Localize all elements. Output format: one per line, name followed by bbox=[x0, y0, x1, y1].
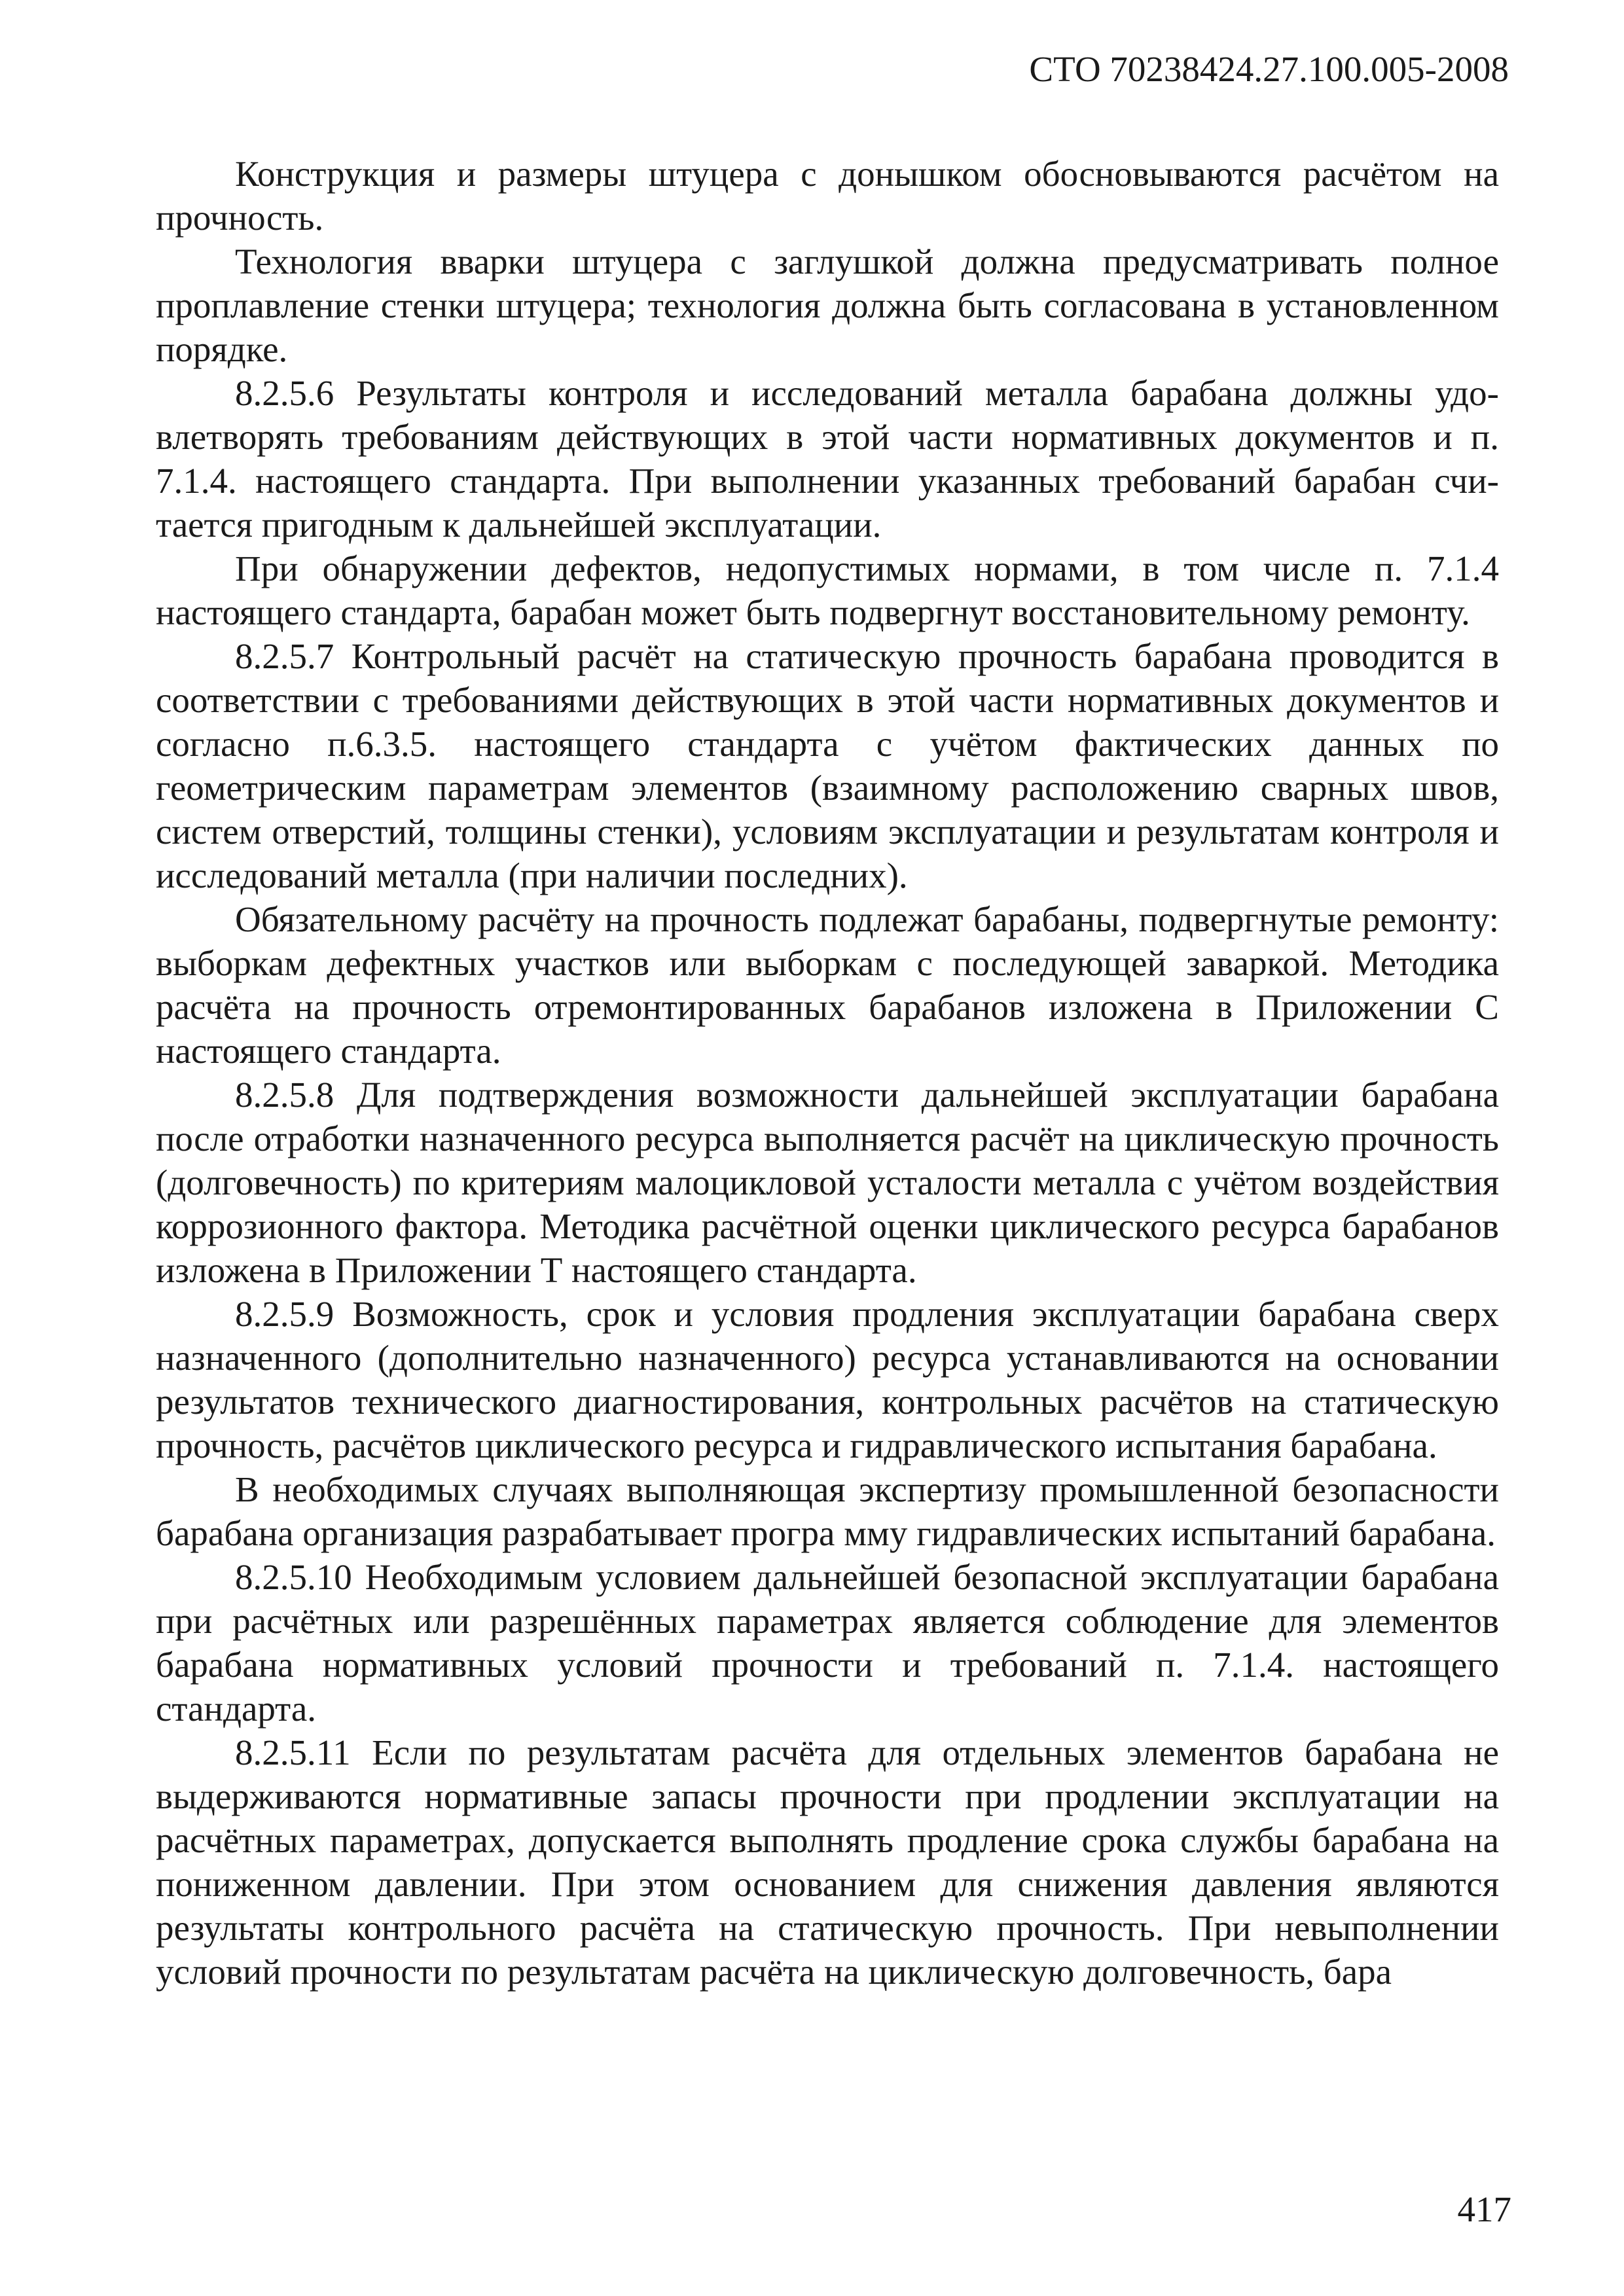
paragraph: 8.2.5.7 Контрольный расчёт на статическую прочность барабана проводится в соответствии с требованиями действующих в этой части нормативных документов и согласно п.6.3.5. настоящего стандарта с учётом фактических данных по геометрическим параметрам элементов (взаимному расположению сварных швов, систем отверстий, толщины стенки), условиям эксплуатации и результатам контроля и исследований металла (при наличии последних). bbox=[156, 636, 1499, 895]
paragraph: 8.2.5.6 Результаты контроля и исследований металла барабана должны удовлетворять требованиям действующих в этой части нормативных документов и п. 7.1.4. настоящего стандарта. При выполнении указанных требований барабан считается пригодным к дальнейшей эксплуатации. bbox=[156, 373, 1499, 545]
page-number: 417 bbox=[1457, 2189, 1511, 2229]
paragraph: В необходимых случаях выполняющая экспертизу промышленной безопасности барабана организация разрабатывает програ мму гидравлических испытаний барабана. bbox=[156, 1469, 1499, 1553]
paragraph: 8.2.5.9 Возможность, срок и условия продления эксплуатации барабана сверх назначенного (дополнительно назначенного) ресурса устанавливаются на основании результатов технического диагностирования, контрольных расчётов на статическую прочность, расчётов циклического ресурса и гидравлического испытания барабана. bbox=[156, 1294, 1499, 1465]
paragraph: 8.2.5.10 Необходимым условием дальнейшей безопасной эксплуатации барабана при расчётных или разрешённых параметрах является соблюдение для элементов барабана нормативных условий прочности и требований п. 7.1.4. настоящего стандарта. bbox=[156, 1557, 1499, 1729]
paragraph: Обязательному расчёту на прочность подлежат барабаны, подвергнутые ремонту: выборкам дефектных участков или выборкам с последующей заваркой. Методика расчёта на прочность отремонтированных барабанов изложена в Приложении С настоящего стандарта. bbox=[156, 899, 1499, 1071]
paragraph: Конструкция и размеры штуцера с донышком обосновываются расчётом на прочность. bbox=[156, 154, 1499, 238]
paragraph: Технология вварки штуцера с заглушкой должна предусматривать полное проплавление стенки штуцера; технология должна быть согласована в установленном порядке. bbox=[156, 242, 1499, 369]
document-body bbox=[156, 152, 1499, 1994]
paragraph: При обнаружении дефектов, недопустимых нормами, в том числе п. 7.1.4 настоящего стандарта, барабан может быть подвергнут восстановительному ремонту. bbox=[156, 548, 1499, 632]
document-code: СТО 70238424.27.100.005-2008 bbox=[1029, 49, 1509, 89]
paragraph: 8.2.5.8 Для подтверждения возможности дальнейшей эксплуатации барабана после отработки назначенного ресурса выполняется расчёт на циклическую прочность (долговечность) по критериям малоцикловой усталости металла с учётом воздействия коррозионного фактора. Методика расчётной оценки циклического ресурса барабанов изложена в Приложении Т настоящего стандарта. bbox=[156, 1075, 1499, 1290]
paragraph: 8.2.5.11 Если по результатам расчёта для отдельных элементов барабана не выдерживаются нормативные запасы прочности при продлении эксплуатации на расчётных параметрах, допускается выполнять продление срока службы барабана на пониженном давлении. При этом основанием для снижения давления являются результаты контрольного расчёта на статическую прочность. При невыполнении условий прочности по результатам расчёта на циклическую долговечность, бара bbox=[156, 1732, 1499, 1992]
